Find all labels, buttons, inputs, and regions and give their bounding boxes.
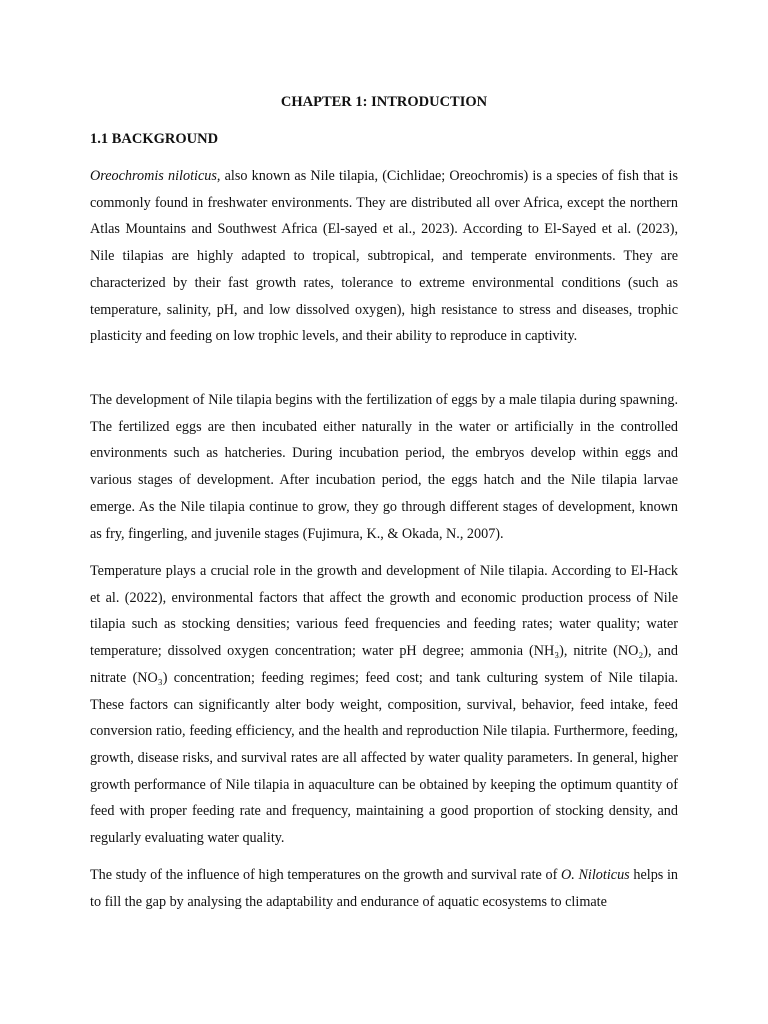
paragraph-3-text: Temperature plays a crucial role in the growth and development of Nile tilapia. According to El-Hack et al. (2022), environmental factors that affect the growth and economic production process of Nile tilapia such as stocking densities; various feed frequencies and feeding rates; water quality; water temperature; dissolved oxygen concentration; water pH degree; ammonia (NH₃), nitrite (NO₂), and nitrate (NO₃) concentration; feeding regimes; feed cost; and tank culturing system of Nile tilapia. These factors can significantly alter body weight, composition, survival, behavior, feed intake, feed conversion ratio, feeding efficiency, and the health and reproduction Nile tilapia. Furthermore, feeding, growth, disease risks, and survival rates are all affected by water quality parameters. In general, higher growth performance of Nile tilapia in aquaculture can be obtained by keeping the optimum quantity of feed with proper feeding rate and frequency, maintaining a good proportion of stocking density, and regularly evaluating water quality. xyxy=(90,563,678,847)
paragraph-1 xyxy=(90,163,678,350)
paragraph-1-text: , also known as Nile tilapia, (Cichlidae; Oreochromis) is a species of fish that is commonly found in freshwater environments. They are distributed all over Africa, except the northern Atlas Mountains and Southwest Africa (El-sayed et al., 2023). According to El-Sayed et al. (2023), Nile tilapias are highly adapted to tropical, subtropical, and temperate environments. They are characterized by their fast growth rates, tolerance to extreme environmental conditions (such as temperature, salinity, pH, and low dissolved oxygen), high resistance to stress and diseases, trophic plasticity and feeding on low trophic levels, and their ability to reproduce in captivity. xyxy=(90,168,678,345)
paragraph-4-text-before: The study of the influence of high temperatures on the growth and survival rate of xyxy=(90,867,561,883)
species-abbrev: O. Niloticus xyxy=(561,867,630,883)
paragraph-3 xyxy=(90,558,678,852)
paragraph-4-text-after: helps in to fill the gap by analysing the adaptability and endurance of aquatic ecosystems to climate xyxy=(90,867,679,910)
chapter-title: CHAPTER 1: INTRODUCTION xyxy=(280,94,488,110)
paragraph-2 xyxy=(90,387,678,547)
paragraph-2-text: The development of Nile tilapia begins with the fertilization of eggs by a male tilapia during spawning. The fertilized eggs are then incubated either naturally in the water or artificially in the controlled environments such as hatcheries. During incubation period, the embryos develop within eggs and various stages of development. After incubation period, the eggs hatch and the Nile tilapia larvae emerge. As the Nile tilapia continue to grow, they go through different stages of development, known as fry, fingerling, and juvenile stages (Fujimura, K., & Okada, N., 2007). xyxy=(90,392,678,542)
paragraph-4 xyxy=(90,862,678,915)
species-name: Oreochromis niloticus xyxy=(90,168,217,184)
section-heading: 1.1 BACKGROUND xyxy=(90,131,219,147)
